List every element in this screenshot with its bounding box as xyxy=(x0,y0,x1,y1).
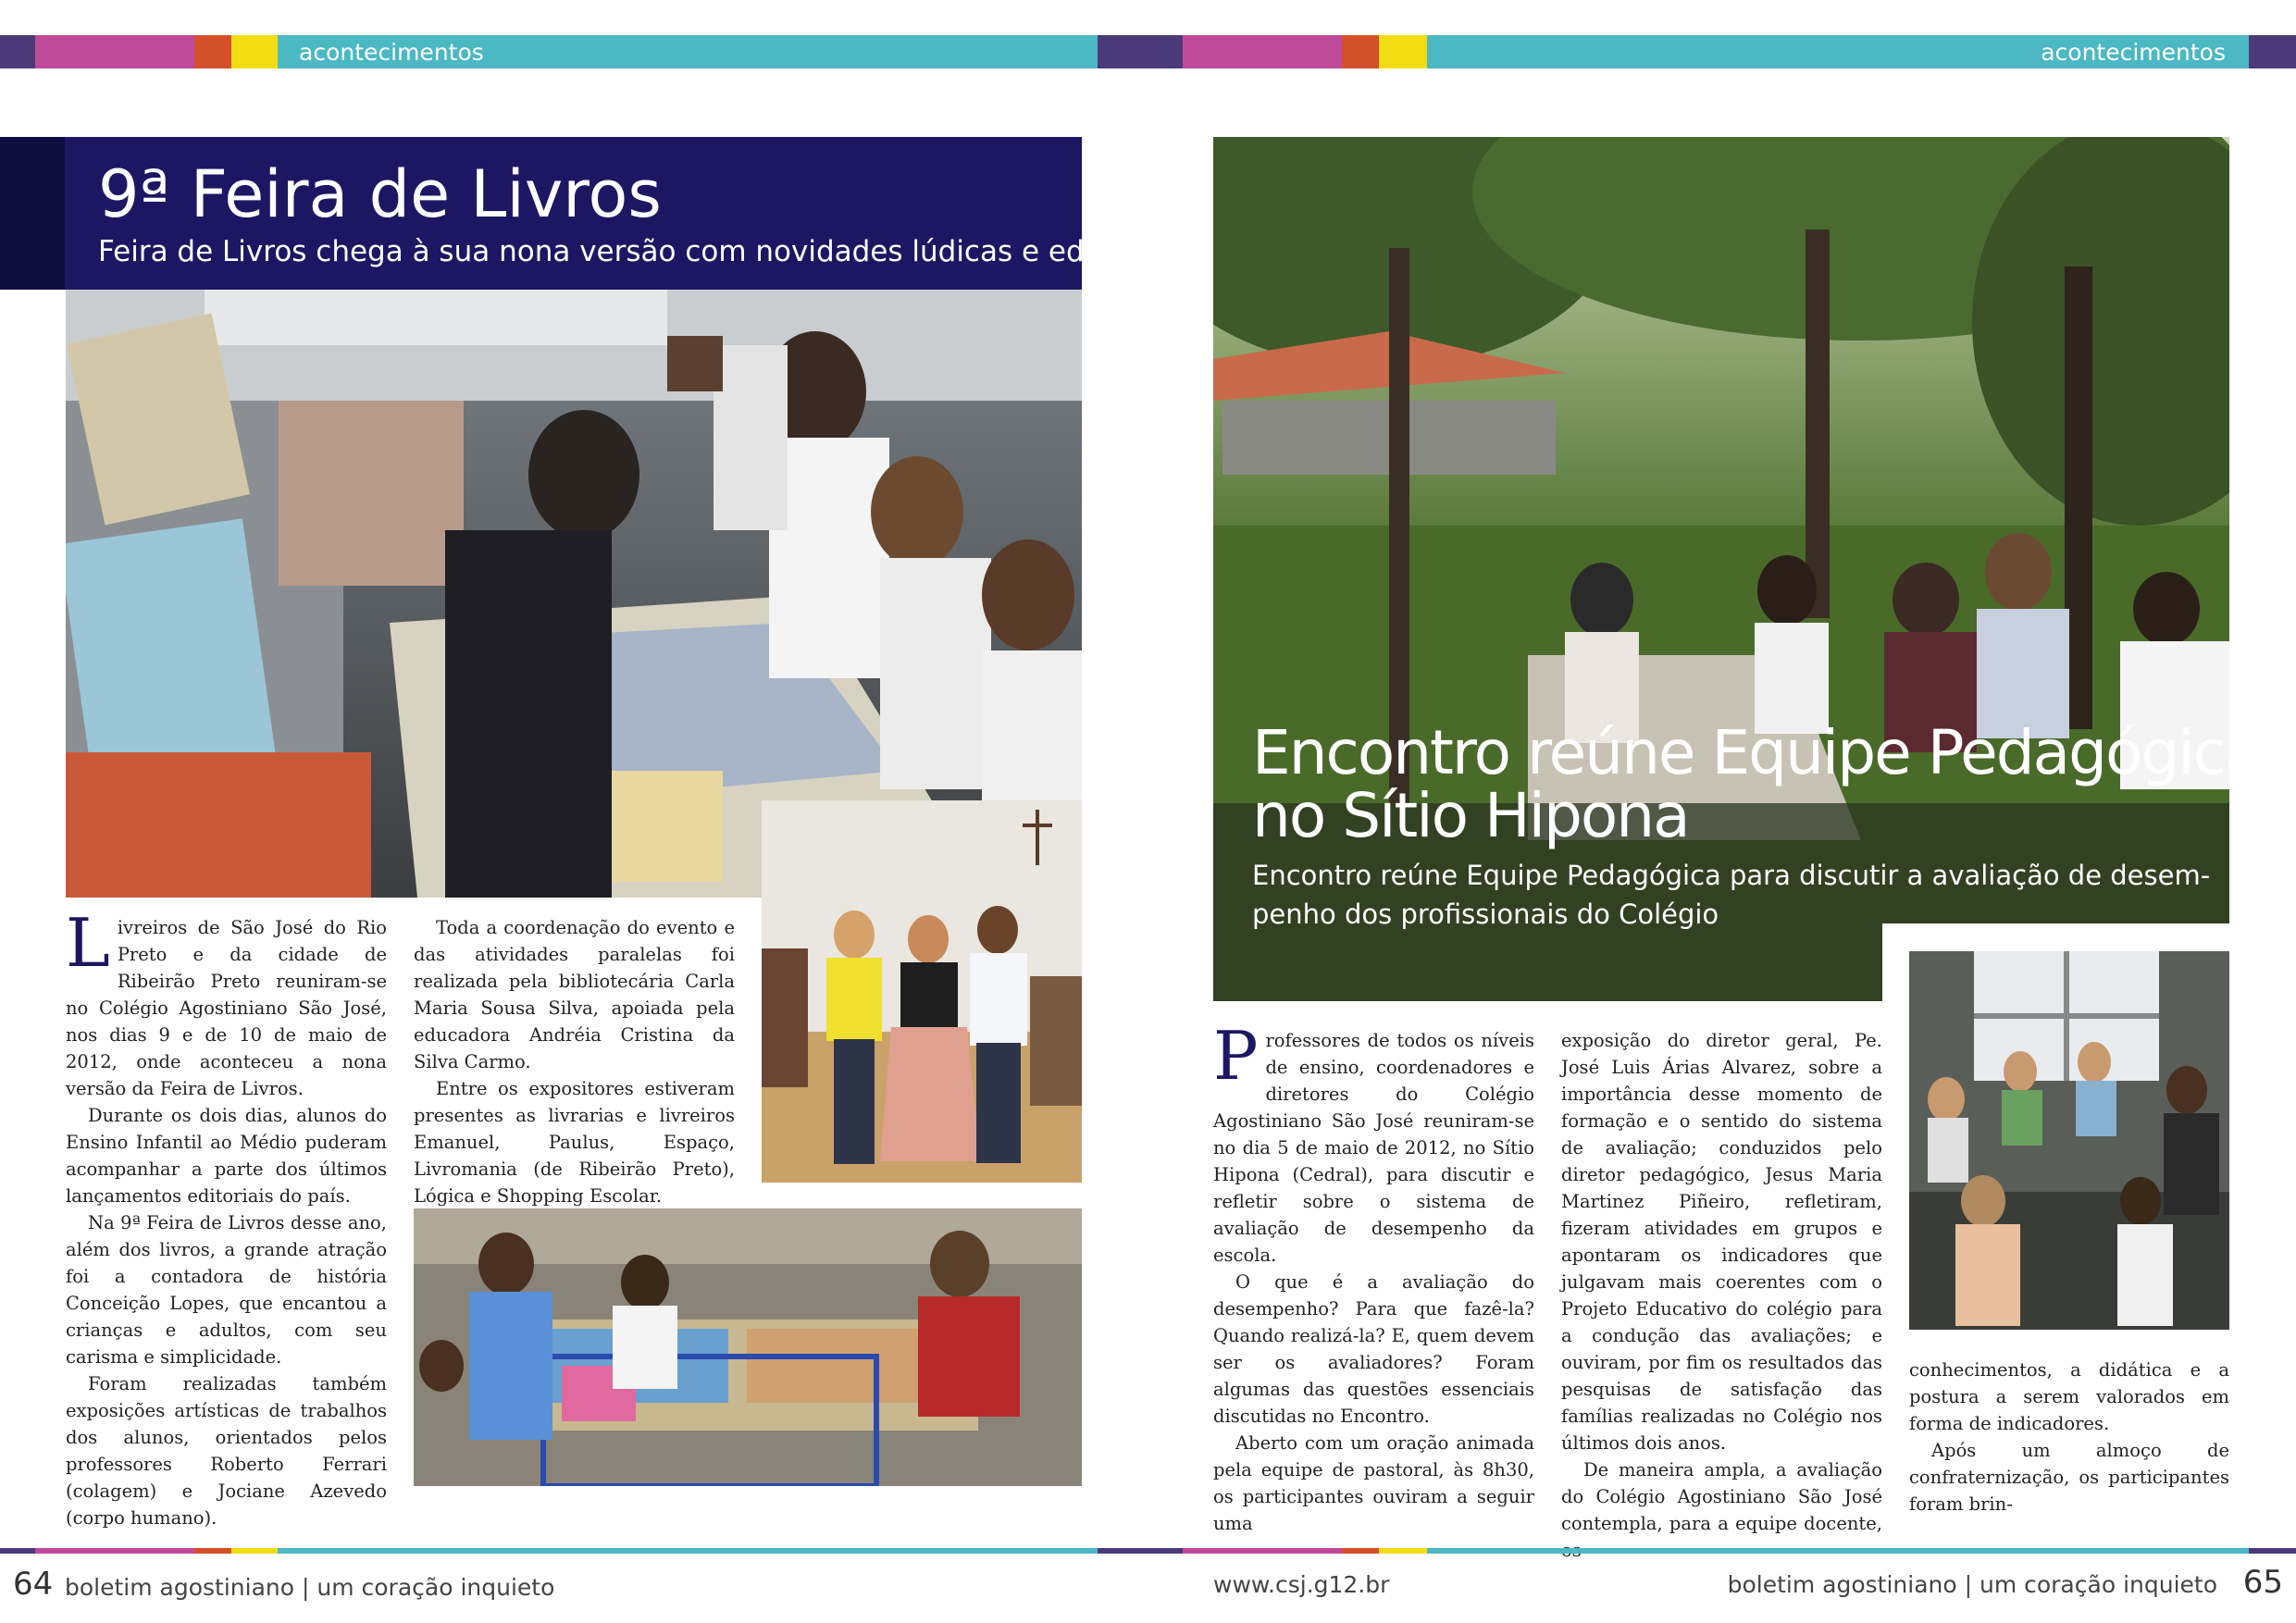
paragraph: conhecimentos, a didática e a postura a serem valorados em forma de indicadores. xyxy=(1909,1359,2229,1434)
band-segment xyxy=(35,35,194,68)
band-segment xyxy=(278,1548,1098,1554)
band-segment xyxy=(35,1548,194,1554)
band-segment xyxy=(1342,35,1379,68)
page-number-right: 65 xyxy=(2242,1564,2283,1601)
band-segment xyxy=(194,1548,231,1554)
right-article-subtitle-line-2: penho dos profissionais do Colégio xyxy=(1252,898,1719,930)
paragraph: ivreiros de São José do Rio Preto e da cidade de Ribeirão Preto reuniram-se no Colégio Agostiniano São José, nos dias 9 e de 10 de maio de 2012, onde aconteceu a nona versão da Feira de Livros. xyxy=(66,917,387,1099)
website-link[interactable]: www.csj.g12.br xyxy=(1213,1571,1390,1598)
band-segment xyxy=(1183,35,1342,68)
right-article-subtitle-line-1: Encontro reúne Equipe Pedagógica para discutir a avaliação de desem- xyxy=(1252,860,2211,891)
right-article-column-1 xyxy=(1213,1017,1534,1537)
left-title-accent xyxy=(0,137,65,290)
dropcap: P xyxy=(1213,1017,1259,1095)
children-books-photo xyxy=(414,1208,1082,1486)
paragraph: Entre os expositores estiveram presentes as livrarias e livreiros Emanuel, Paulus, Espaço, Livromania (de Ribeirão Preto), Lógica e Shopping Escolar. xyxy=(414,1078,735,1207)
band-segment xyxy=(1342,1548,1379,1554)
band-segment xyxy=(1183,1548,1342,1554)
publication-name-right: boletim agostiniano | um coração inquieto xyxy=(1727,1571,2217,1598)
band-segment xyxy=(0,1548,35,1554)
dropcap: L xyxy=(66,904,110,982)
right-article-title-line-2: no Sítio Hipona xyxy=(1252,780,1689,851)
paragraph: O que é a avaliação do desempenho? Para que fazê-la? Quando realizá-la? E, quem devem ser os avaliadores? Foram algumas das questões essenciais discutidas no Encontro. xyxy=(1213,1271,1534,1427)
band-segment xyxy=(1098,35,1183,68)
publication-name-left: boletim agostiniano | um coração inquieto xyxy=(65,1574,555,1601)
section-label-left: acontecimentos xyxy=(299,39,484,66)
right-article-title-line-1: Encontro reúne Equipe Pedagógica xyxy=(1252,717,2261,788)
paragraph: Foram realizadas também exposições artísticas de trabalhos dos alunos, orientados pelos professores Roberto Ferrari (colagem) e Jociane Azevedo (corpo humano). xyxy=(66,1373,387,1529)
band-segment xyxy=(231,35,278,68)
left-article-column-2 xyxy=(414,914,735,1209)
band-segment xyxy=(1379,1548,1427,1554)
band-segment xyxy=(231,1548,278,1554)
paragraph: Toda a coordenação do evento e das atividades paralelas foi realizada pela bibliotecária Carla Maria Sousa Silva, apoiada pela educadora Andréia Cristina da Silva Carmo. xyxy=(414,917,735,1072)
left-article-subtitle: Feira de Livros chega à sua nona versão com novidades lúdicas e editoriais xyxy=(98,235,1182,268)
paragraph: De maneira ampla, a avaliação do Colégio Agostiniano São José contempla, para a equipe docente, xyxy=(1561,1459,1882,1534)
right-article-column-2 xyxy=(1561,1027,1882,1564)
paragraph: Na 9ª Feira de Livros desse ano, além dos livros, a grande atração foi a contadora de história Conceição Lopes, que encantou a crianças e adultos, com seu carisma e simplicidade. xyxy=(66,1212,387,1368)
band-segment xyxy=(2249,1548,2296,1554)
paragraph: Aberto com um oração animada pela equipe de pastoral, às 8h30, os participantes ouviram a seguir uma xyxy=(1213,1432,1534,1534)
band-segment xyxy=(1427,1548,2249,1554)
paragraph: exposição do diretor geral, Pe. José Luis Árias Alvarez, sobre a importância desse momento de formação e o sentido do sistema de avaliação; conduzidos pelo diretor pedagógico, Jesus Maria Martinez Piñeiro, refletiram, fizeram atividades em grupos e apontaram os indicadores que julgavam mais coerentes com o Projeto Educativo do colégio para a condução das avaliações; e ouviram, por fim os resultados das pesquisas de satisfação das famílias realizadas no Colégio nos últimos dois anos. xyxy=(1561,1030,1882,1454)
band-segment xyxy=(2249,35,2296,68)
paragraph: Após um almoço de confraternização, os participantes foram brin- xyxy=(1909,1440,2229,1515)
staff-portrait-photo xyxy=(762,800,1082,1183)
paragraph: rofessores de todos os níveis de ensino, coordenadores e diretores do Colégio Agostiniano São José reuniram-se no dia 5 de maio de 2012, no Sítio Hipona (Cedral), para discutir e refletir sobre o sistema de avaliação de desempenho da escola. xyxy=(1213,1030,1534,1266)
section-label-right: acontecimentos xyxy=(2041,39,2226,66)
group-discussion-photo xyxy=(1909,951,2229,1330)
right-article-column-3 xyxy=(1909,1357,2229,1518)
page-number-left: 64 xyxy=(13,1566,54,1603)
paragraph: Durante os dois dias, alunos do Ensino Infantil ao Médio puderam acompanhar a parte dos últimos lançamentos editoriais do país. xyxy=(66,1105,387,1207)
band-segment xyxy=(194,35,231,68)
left-article-column-1 xyxy=(66,904,387,1531)
left-article-title: 9ª Feira de Livros xyxy=(98,156,662,232)
band-segment xyxy=(1379,35,1427,68)
band-segment xyxy=(0,35,35,68)
band-segment xyxy=(1098,1548,1183,1554)
